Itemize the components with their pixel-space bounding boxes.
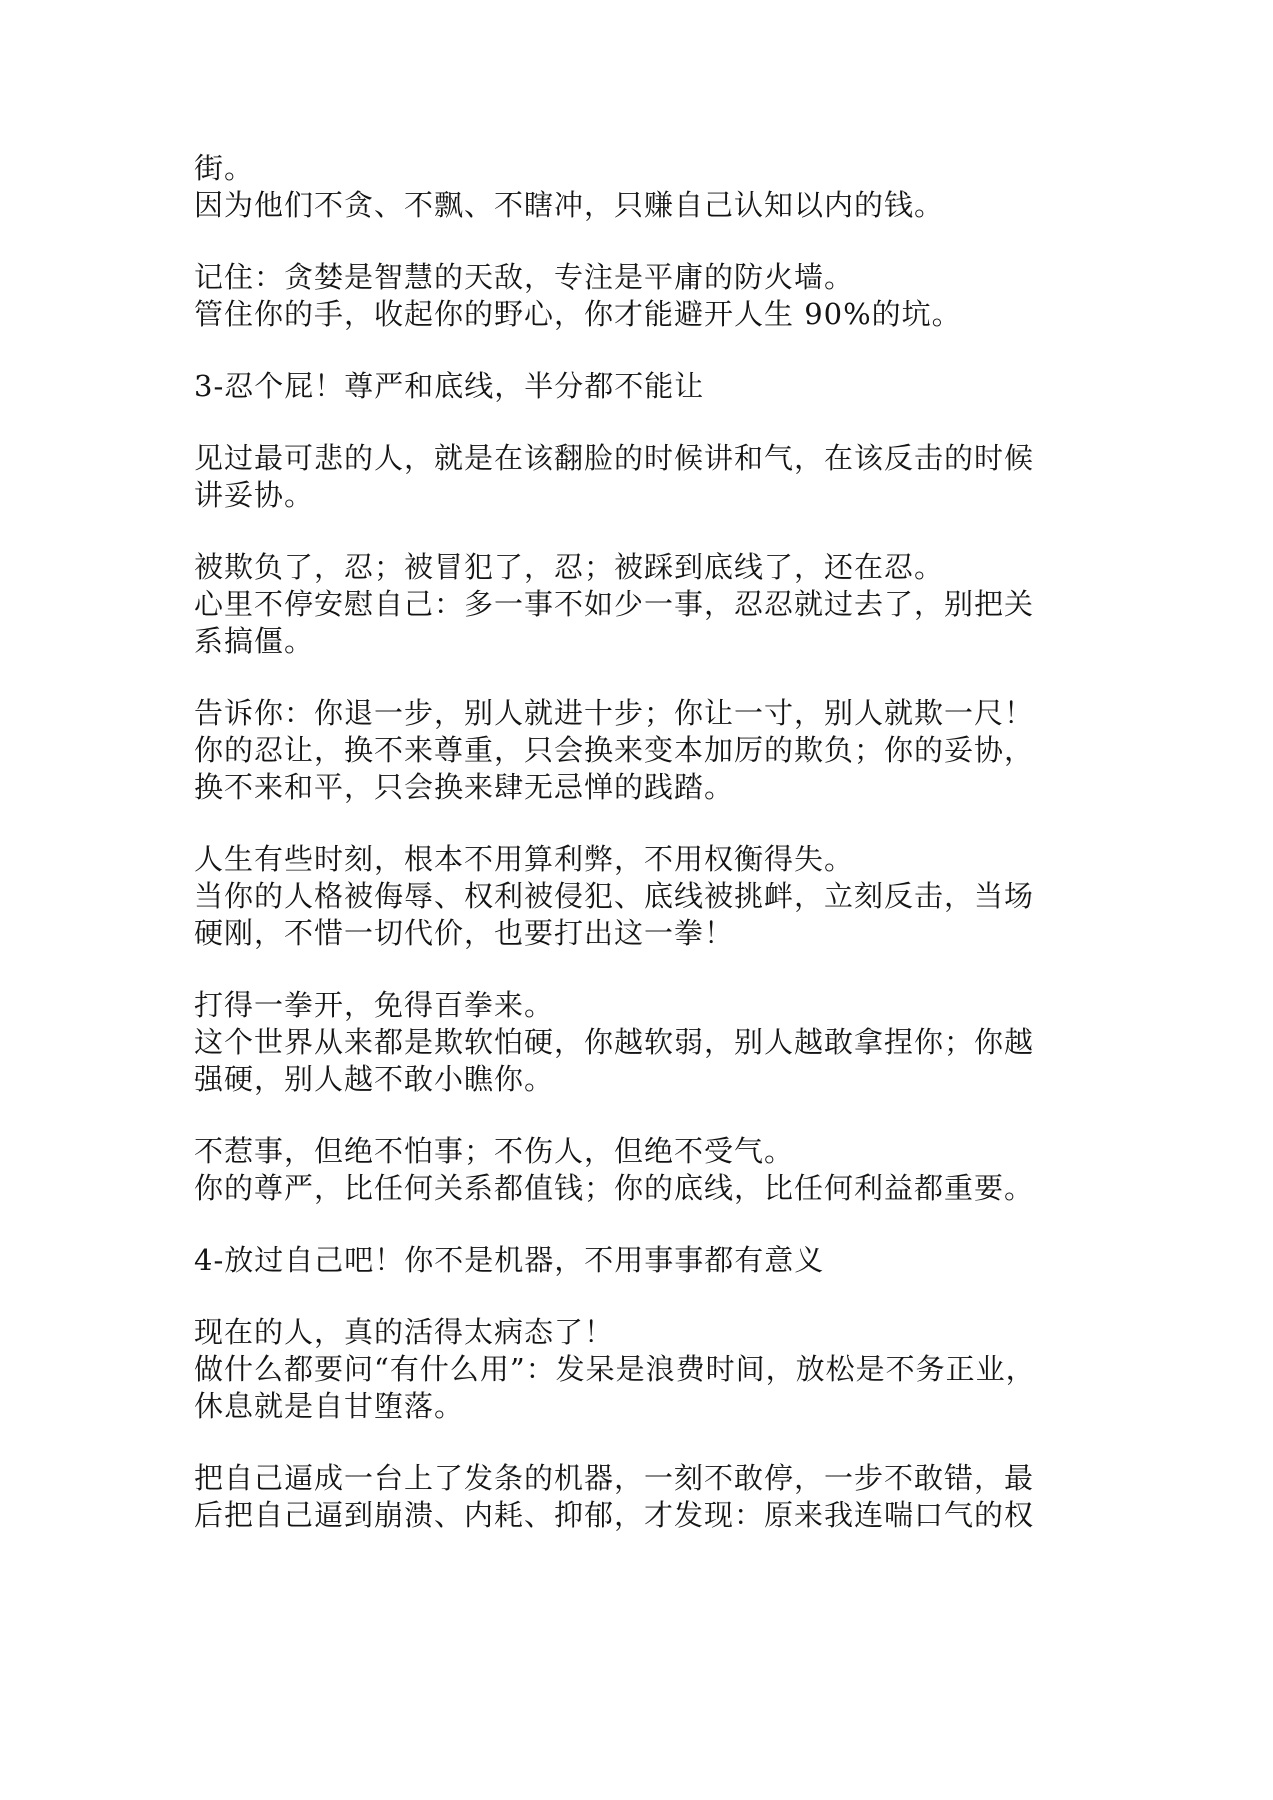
text-line: 告诉你：你退一步，别人就进十步；你让一寸，别人就欺一尺！ <box>194 696 1035 730</box>
paragraph <box>194 987 1094 1098</box>
text-line: 讲妥协。 <box>194 478 315 512</box>
paragraph <box>194 841 1094 952</box>
text-line: 做什么都要问“有什么用”：发呆是浪费时间，放松是不务正业， <box>194 1352 1036 1386</box>
text-line: 人生有些时刻，根本不用算利弊，不用权衡得失。 <box>194 842 855 876</box>
text-line: 你的尊严，比任何关系都值钱；你的底线，比任何利益都重要。 <box>194 1171 1035 1205</box>
text-line: 硬刚，不惜一切代价，也要打出这一拳！ <box>194 916 735 950</box>
text-line: 这个世界从来都是欺软怕硬，你越软弱，别人越敢拿捏你；你越 <box>194 1025 1035 1059</box>
paragraph <box>194 1460 1094 1534</box>
text-line: 记住：贪婪是智慧的天敌，专注是平庸的防火墙。 <box>194 260 855 294</box>
paragraph <box>194 259 1094 333</box>
text-line: 后把自己逼到崩溃、内耗、抑郁，才发现：原来我连喘口气的权 <box>194 1498 1035 1532</box>
text-line: 打得一拳开，免得百拳来。 <box>194 988 555 1022</box>
heading-text: 3-忍个屁！尊严和底线，半分都不能让 <box>194 369 705 403</box>
heading-text: 4-放过自己吧！你不是机器，不用事事都有意义 <box>194 1243 825 1277</box>
text-line: 现在的人，真的活得太病态了！ <box>194 1315 615 1349</box>
paragraph <box>194 549 1094 660</box>
paragraph <box>194 1133 1094 1207</box>
paragraph <box>194 1314 1094 1425</box>
text-line: 街。 <box>194 151 255 185</box>
text-line: 管住你的手，收起你的野心，你才能避开人生 90%的坑。 <box>194 297 962 331</box>
paragraph <box>194 440 1094 514</box>
document-body <box>194 150 1094 1569</box>
text-line: 被欺负了，忍；被冒犯了，忍；被踩到底线了，还在忍。 <box>194 550 945 584</box>
text-line: 你的忍让，换不来尊重，只会换来变本加厉的欺负；你的妥协， <box>194 733 1035 767</box>
paragraph <box>194 150 1094 224</box>
section-heading <box>194 368 1094 405</box>
paragraph <box>194 695 1094 806</box>
section-heading <box>194 1242 1094 1279</box>
text-line: 换不来和平，只会换来肆无忌惮的践踏。 <box>194 770 735 804</box>
text-line: 休息就是自甘堕落。 <box>194 1389 465 1423</box>
text-line: 心里不停安慰自己：多一事不如少一事，忍忍就过去了，别把关 <box>194 587 1035 621</box>
text-line: 把自己逼成一台上了发条的机器，一刻不敢停，一步不敢错，最 <box>194 1461 1035 1495</box>
text-line: 见过最可悲的人，就是在该翻脸的时候讲和气，在该反击的时候 <box>194 441 1035 475</box>
text-line: 强硬，别人越不敢小瞧你。 <box>194 1062 555 1096</box>
text-line: 系搞僵。 <box>194 624 315 658</box>
text-line: 当你的人格被侮辱、权利被侵犯、底线被挑衅，立刻反击，当场 <box>194 879 1035 913</box>
text-line: 因为他们不贪、不飘、不瞎冲，只赚自己认知以内的钱。 <box>194 188 945 222</box>
text-line: 不惹事，但绝不怕事；不伤人，但绝不受气。 <box>194 1134 795 1168</box>
